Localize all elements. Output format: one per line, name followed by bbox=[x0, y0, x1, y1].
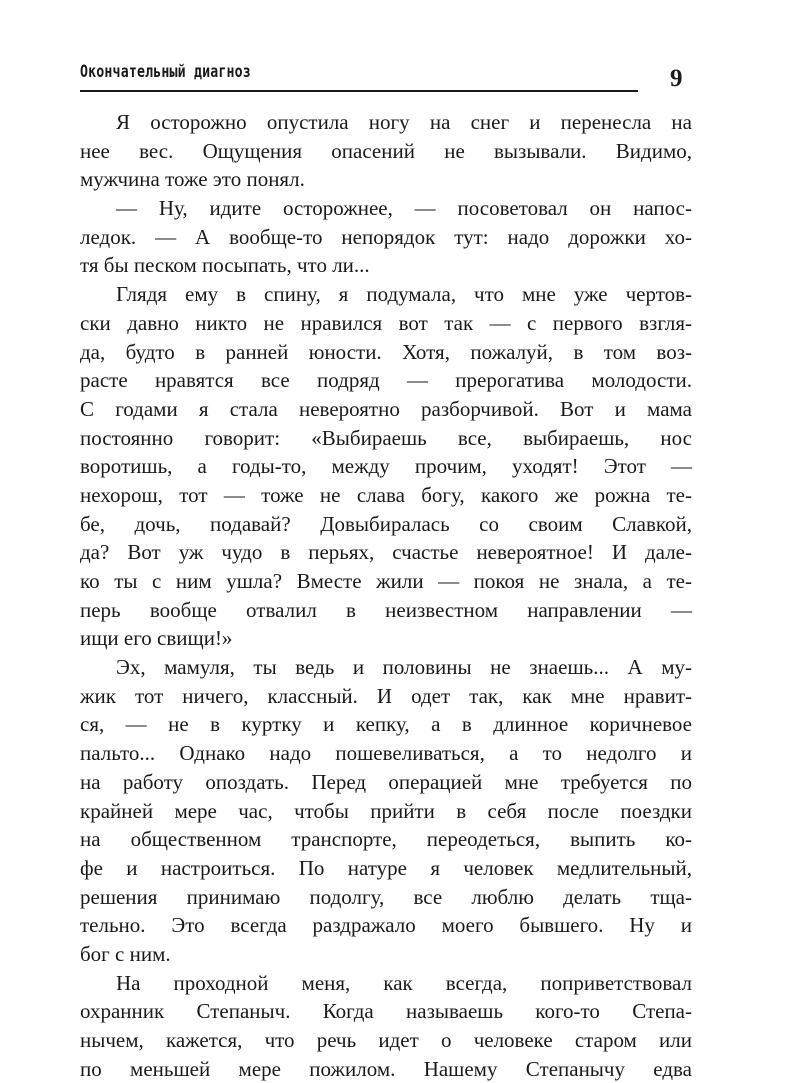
text-line: перь вообще отвалил в неизвестном направлении — bbox=[80, 597, 692, 622]
text-line: Эх, мамуля, ты ведь и половины не знаешь... А му- bbox=[116, 655, 692, 680]
text-line: ледок. — А вообще-то непорядок тут: надо дорожки хо- bbox=[80, 224, 692, 249]
text-line: да? Вот уж чудо в перьях, счастье невероятное! И дале- bbox=[80, 540, 692, 565]
page-number: 9 bbox=[670, 65, 683, 92]
text-line: крайней мере час, чтобы прийти в себя после поездки bbox=[80, 798, 692, 823]
text-line: фе и настроиться. По натуре я человек медлительный, bbox=[80, 855, 692, 880]
text-line: бе, дочь, подавай? Довыбиралась со своим Славкой, bbox=[80, 511, 692, 536]
text-line: С годами я стала невероятно разборчивой. Вот и мама bbox=[80, 396, 692, 421]
text-line: на работу опоздать. Перед операцией мне требуется по bbox=[80, 769, 692, 794]
text-line: расте нравятся все подряд — прерогатива молодости. bbox=[80, 368, 692, 393]
text-line: Я осторожно опустила ногу на снег и перенесла на bbox=[116, 110, 692, 134]
text-line: — Ну, идите осторожнее, — посоветовал он напос- bbox=[116, 196, 692, 221]
text-line: нехорош, тот — тоже не слава богу, какого же рожна те- bbox=[80, 482, 692, 507]
text-line: воротишь, а годы-то, между прочим, уходят! Этот — bbox=[80, 454, 692, 479]
text-line: на общественном транспорте, переодеться, выпить ко- bbox=[80, 827, 692, 852]
running-title: Окончательный диагноз bbox=[80, 62, 251, 82]
text-line: решения принимаю подолгу, все люблю делать тща- bbox=[80, 884, 692, 909]
text-line: да, будто в ранней юности. Хотя, пожалуй, в том воз- bbox=[80, 339, 692, 364]
text-line: На проходной меня, как всегда, поприветствовал bbox=[116, 970, 692, 995]
text-line: пальто... Однако надо пошевеливаться, а то недолго и bbox=[80, 741, 692, 766]
running-head bbox=[80, 58, 638, 92]
text-line: ся, — не в куртку и кепку, а в длинное коричневое bbox=[80, 712, 692, 737]
text-line: ищи его свищи!» bbox=[80, 626, 233, 651]
text-line: ко ты с ним ушла? Вместе жили — покоя не знала, а те- bbox=[80, 569, 692, 593]
text-line: охранник Степаныч. Когда называешь кого-то Степа- bbox=[80, 999, 692, 1024]
text-line: нычем, кажется, что речь идет о человеке старом или bbox=[80, 1028, 692, 1052]
body-text bbox=[80, 108, 692, 1083]
text-line: по меньшей мере пожилом. Нашему Степанычу едва bbox=[80, 1056, 692, 1081]
text-line: Глядя ему в спину, я подумала, что мне уже чертов- bbox=[116, 282, 692, 307]
text-line: постоянно говорит: «Выбираешь все, выбираешь, нос bbox=[80, 425, 692, 450]
text-line: жик тот ничего, классный. И одет так, как мне нравит- bbox=[80, 683, 692, 708]
text-line: тя бы песком посыпать, что ли... bbox=[80, 253, 370, 278]
text-line: бог с ним. bbox=[80, 941, 171, 966]
text-line: мужчина тоже это понял. bbox=[80, 167, 305, 192]
text-line: ски давно никто не нравился вот так — с первого взгля- bbox=[80, 310, 692, 335]
text-line: нее вес. Ощущения опасений не вызывали. Видимо, bbox=[80, 138, 692, 163]
text-line: тельно. Это всегда раздражало моего бывшего. Ну и bbox=[80, 913, 692, 938]
